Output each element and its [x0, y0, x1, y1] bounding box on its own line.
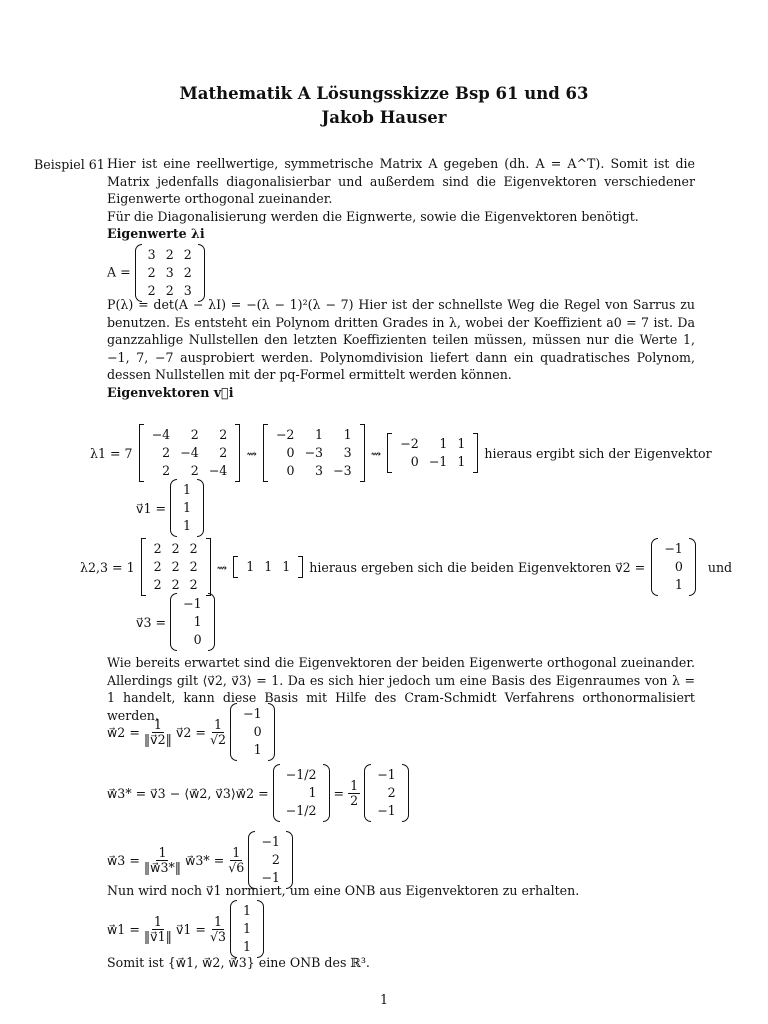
- w3-cell: −1: [261, 834, 280, 849]
- lambda1-matrix-1: [139, 424, 241, 482]
- lambda1-m3-cell: 1: [439, 436, 448, 451]
- lambda23-text: hieraus ergeben sich die beiden Eigenvektoren v⃗2 =: [309, 559, 646, 575]
- w3star-frac-num: 1: [350, 777, 359, 793]
- w1-label: w⃗1 =: [107, 921, 140, 937]
- normiert-block: [107, 882, 695, 900]
- lambda23-matrix-1: [141, 538, 211, 596]
- lambda23-matrix-2: [233, 556, 303, 578]
- intro-block: [107, 155, 695, 243]
- w1-row: [107, 900, 264, 958]
- w3-frac2-num: 1: [232, 844, 241, 860]
- w2-frac2-num: 1: [213, 716, 222, 732]
- w1-frac1-num: 1: [153, 913, 162, 929]
- w1-cell: 1: [243, 903, 252, 918]
- w3star-fraction: [348, 779, 360, 808]
- paragraph-normiert: Nun wird noch v⃗1 normiert, um eine ONB aus Eigenvektoren zu erhalten.: [107, 883, 580, 898]
- v1-label: v⃗1 =: [136, 500, 167, 516]
- w1-frac1-den: ‖v⃗1‖: [143, 928, 172, 944]
- w3-mid: w⃗3* =: [185, 852, 225, 868]
- w3-frac1-num: 1: [158, 844, 167, 860]
- matrix-A-cell: 2: [183, 265, 192, 280]
- v2-cell: −1: [664, 541, 683, 556]
- matrix-A-cell: 2: [165, 283, 174, 298]
- lambda23-m2-cell: 1: [246, 559, 255, 574]
- w3s-vec2-cell: −1: [377, 767, 396, 782]
- lambda1-m3-cell: −1: [428, 454, 448, 469]
- lambda1-m2-cell: −3: [304, 445, 324, 460]
- w3star-row: [107, 764, 409, 822]
- w2-fraction-2: [210, 718, 226, 747]
- onb-block: [107, 954, 695, 972]
- lambda23-m1-cell: 2: [153, 541, 162, 556]
- w1-cell: 1: [243, 939, 252, 954]
- paragraph-polynom: P(λ) = det(A − λI) = −(λ − 1)²(λ − 7) Hier ist der schnellste Weg die Regel von Sarrus zu benutzen. Es entsteht ein Polynom dritten Grades in λ, wobei der Koeffizient a0 = 7 ist. Da ganzzahlige Nullstellen den letzten Koeffizienten teilen müssen, müssen nur die Werte 1, −1, 7, −7 ausprobiert werden. Polynomdivision liefert dann ein quadratisches Polynom, dessen Nullstellen mit der pq-Formel ermittelt werden können.: [107, 297, 695, 383]
- w1-fraction-1: [144, 915, 172, 944]
- w2-fraction-1: [144, 718, 172, 747]
- w3-fraction-1: [144, 846, 181, 875]
- lambda1-row: [90, 424, 712, 482]
- matrix-A-cell: 2: [165, 247, 174, 262]
- und-text: und: [707, 559, 733, 575]
- arrow-1: ⇝: [246, 445, 257, 461]
- lambda1-matrix-3: [387, 433, 478, 473]
- document-title: Mathematik A Lösungsskizze Bsp 61 und 63: [179, 84, 589, 103]
- w3s-vec-cell: −1/2: [285, 803, 317, 818]
- vector-w3star-scaled: [364, 764, 409, 822]
- w2-label: w⃗2 =: [107, 724, 140, 740]
- vector-w3: [248, 831, 293, 889]
- lambda23-m2-cell: 1: [282, 559, 291, 574]
- w3-cell: 2: [271, 852, 280, 867]
- matrix-A-cell: 3: [165, 265, 174, 280]
- v2-cell: 1: [674, 577, 683, 592]
- matrix-A-cell: 2: [183, 247, 192, 262]
- lambda1-m3-cell: 0: [410, 454, 419, 469]
- w2-frac1-den: ‖v⃗2‖: [143, 731, 172, 747]
- arrow-2: ⇝: [370, 445, 382, 461]
- v3-cell: 0: [193, 632, 202, 647]
- author-name: Jakob Hauser: [321, 108, 447, 127]
- w2-cell: 0: [253, 724, 262, 739]
- lambda1-m2-cell: 0: [286, 463, 295, 478]
- lambda1-m3-cell: 1: [457, 436, 466, 451]
- lambda23-row: [80, 538, 732, 596]
- lambda1-m2-cell: −2: [275, 427, 295, 442]
- w2-cell: 1: [253, 742, 262, 757]
- w3-frac1-den: ‖w⃗3*‖: [143, 859, 182, 875]
- lambda1-m2-cell: 3: [315, 463, 324, 478]
- lambda23-m1-cell: 2: [189, 559, 198, 574]
- w3s-vec2-cell: 2: [387, 785, 396, 800]
- paragraph-orthogonal: Wie bereits erwartet sind die Eigenvektoren der beiden Eigenwerte orthogonal zueinander. Allerdings gilt ⟨v⃗2, v⃗3⟩ = 1. Da es sich hier jedoch um eine Basis des Eigenraumes von λ = 1 handelt, kann diese Basis mit Hilfe des Cram-Schmidt Verfahrens orthonormalisiert werden.: [107, 655, 695, 723]
- lambda1-text: hieraus ergibt sich der Eigenvektor: [484, 445, 712, 461]
- page-number: 1: [379, 992, 388, 1007]
- lambda1-m1-cell: 2: [190, 427, 199, 442]
- lambda23-label: λ2,3 = 1: [80, 559, 135, 575]
- matrix-A-cell: 3: [147, 247, 156, 262]
- w3s-vec2-cell: −1: [377, 803, 396, 818]
- v1-cell: 1: [183, 482, 192, 497]
- matrix-A-label: A =: [107, 264, 131, 280]
- vector-w1: [230, 900, 264, 958]
- lambda1-m1-cell: 2: [162, 445, 171, 460]
- lambda1-m1-cell: 2: [162, 463, 171, 478]
- lambda1-m2-cell: 0: [286, 445, 295, 460]
- lambda1-m2-cell: 1: [343, 427, 352, 442]
- v3-cell: 1: [193, 614, 202, 629]
- w3star-eq: =: [333, 785, 345, 801]
- heading-eigenwerte: Eigenwerte λi: [107, 226, 205, 242]
- lambda1-m1-cell: −4: [151, 427, 171, 442]
- heading-eigenvektoren: Eigenvektoren v⃗i: [107, 384, 234, 400]
- w1-fraction-2: [210, 915, 226, 944]
- lambda1-matrix-2: [263, 424, 365, 482]
- lambda23-m1-cell: 2: [189, 541, 198, 556]
- matrix-A-cell: 3: [183, 283, 192, 298]
- polynom-block: [107, 296, 695, 402]
- matrix-A: [135, 244, 205, 302]
- vector-v1: [170, 479, 204, 537]
- lambda1-m2-cell: −3: [333, 463, 352, 478]
- w3-label: w⃗3 =: [107, 852, 140, 868]
- arrow-3: ⇝: [216, 559, 228, 575]
- w3star-frac-den: 2: [350, 792, 359, 808]
- v1-block: [136, 479, 204, 537]
- lambda23-m2-cell: 1: [264, 559, 273, 574]
- section-label: Beispiel 61: [34, 157, 105, 172]
- lambda23-m1-cell: 2: [189, 577, 198, 592]
- paragraph-onb: Somit ist {w⃗1, w⃗2, w⃗3} eine ONB des ℝ³.: [107, 955, 370, 970]
- lambda23-m1-cell: 2: [153, 577, 162, 592]
- v3-block: [136, 593, 215, 651]
- vector-v2: [651, 538, 696, 596]
- w2-mid: v⃗2 =: [175, 724, 206, 740]
- matrix-A-block: [107, 244, 205, 302]
- lambda1-m3-cell: −2: [400, 436, 419, 451]
- w2-frac2-den: √2: [209, 731, 227, 747]
- matrix-A-cell: 2: [147, 283, 156, 298]
- lambda23-m1-cell: 2: [153, 559, 162, 574]
- w2-frac1-num: 1: [153, 716, 162, 732]
- lambda1-m1-cell: −4: [180, 445, 199, 460]
- w2-row: [107, 703, 275, 761]
- lambda23-m1-cell: 2: [171, 559, 180, 574]
- w1-frac2-den: √3: [209, 928, 227, 944]
- vector-v3: [170, 593, 215, 651]
- vector-w3star: [273, 764, 330, 822]
- lambda23-m1-cell: 2: [171, 577, 180, 592]
- lambda23-m1-cell: 2: [171, 541, 180, 556]
- w3-fraction-2: [228, 846, 244, 875]
- vector-w2: [230, 703, 275, 761]
- w2-cell: −1: [243, 706, 262, 721]
- w3star-label: w⃗3* = v⃗3 − ⟨w⃗2, v⃗3⟩w⃗2 =: [107, 785, 269, 801]
- lambda1-m3-cell: 1: [457, 454, 466, 469]
- lambda1-m1-cell: 2: [219, 445, 228, 460]
- w1-mid: v⃗1 =: [175, 921, 206, 937]
- paragraph-diagonalisierung: Für die Diagonalisierung werden die Eignwerte, sowie die Eigenvektoren benötigt.: [107, 208, 639, 224]
- lambda1-m1-cell: −4: [208, 463, 228, 478]
- matrix-A-cell: 2: [147, 265, 156, 280]
- w3-cell: −1: [261, 870, 280, 885]
- w3-row: [107, 831, 293, 889]
- v1-cell: 1: [183, 500, 192, 515]
- w3s-vec-cell: 1: [308, 785, 317, 800]
- w1-frac2-num: 1: [213, 913, 222, 929]
- lambda1-m2-cell: 1: [315, 427, 324, 442]
- v2-cell: 0: [674, 559, 683, 574]
- w3-frac2-den: √6: [228, 859, 245, 875]
- w3s-vec-cell: −1/2: [285, 767, 317, 782]
- v1-cell: 1: [183, 518, 192, 533]
- lambda1-label: λ1 = 7: [90, 445, 133, 461]
- v3-cell: −1: [183, 596, 202, 611]
- v3-label: v⃗3 =: [136, 614, 167, 630]
- lambda1-m1-cell: 2: [190, 463, 199, 478]
- paragraph-symmetric: Hier ist eine reellwertige, symmetrische Matrix A gegeben (dh. A = A^T). Somit ist die Matrix jedenfalls diagonalisierbar und außerdem sind die Eigenvektoren verschiedener Eigenwerte orthogonal zueinander.: [107, 156, 695, 207]
- lambda1-m2-cell: 3: [343, 445, 352, 460]
- lambda1-m1-cell: 2: [219, 427, 228, 442]
- w1-cell: 1: [243, 921, 252, 936]
